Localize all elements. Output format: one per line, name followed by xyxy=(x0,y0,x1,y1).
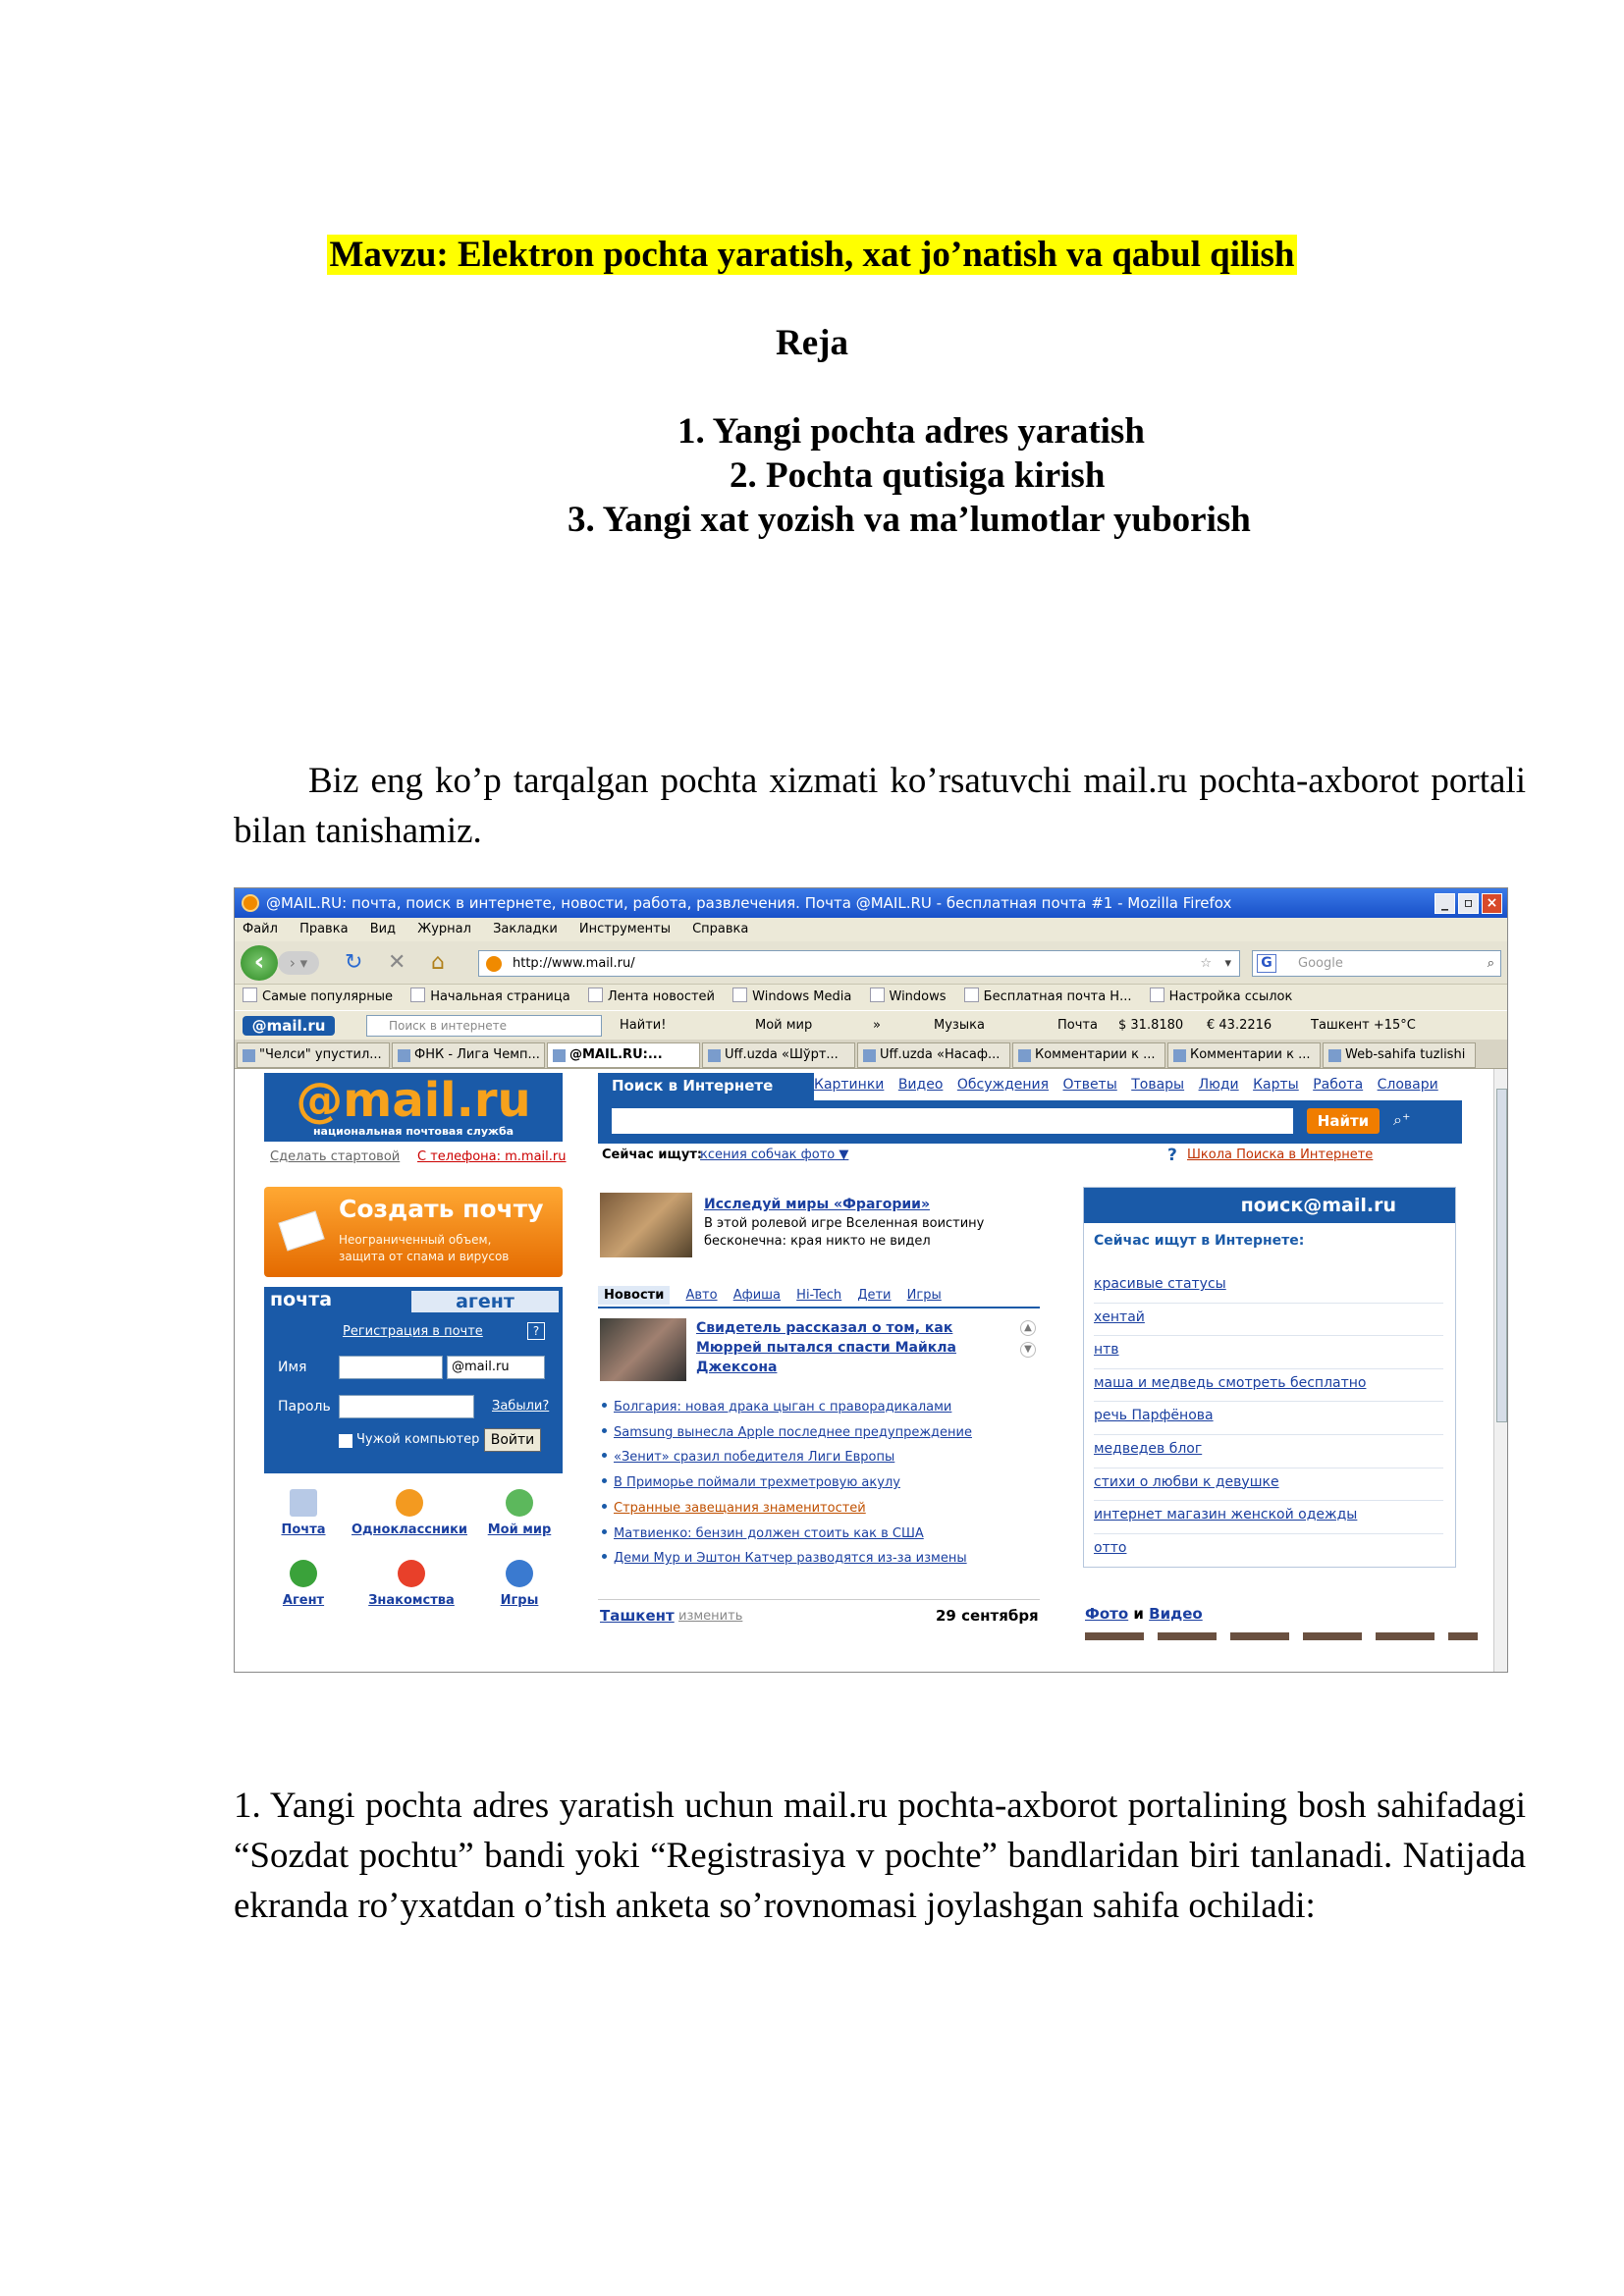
stop-icon[interactable]: ✕ xyxy=(388,950,406,975)
agent-icon xyxy=(290,1560,317,1587)
toolbar-search-input[interactable]: Поиск в интернете xyxy=(366,1015,602,1037)
games-icon xyxy=(506,1560,533,1587)
password-label: Пароль xyxy=(278,1399,331,1415)
menu-edit[interactable]: Правка xyxy=(299,922,349,936)
google-icon: G xyxy=(1257,954,1276,973)
now-searching-label: Сейчас ищут: xyxy=(602,1148,703,1162)
tab-kids[interactable]: Дети xyxy=(857,1288,892,1303)
search-school-link[interactable]: Школа Поиска в Интернете xyxy=(1187,1148,1374,1162)
plan-item-3: 3. Yangi xat yozish va ma’lumotlar yuborish xyxy=(568,500,1251,540)
forgot-password-link[interactable]: Забыли? xyxy=(492,1399,550,1414)
promo-text-1: В этой ролевой игре Вселенная воистину xyxy=(704,1216,985,1231)
domain-select[interactable]: @mail.ru xyxy=(447,1356,545,1379)
search-category[interactable]: Работа xyxy=(1313,1077,1364,1093)
toolbar-mail[interactable]: Почта xyxy=(1057,1018,1098,1033)
tab-item[interactable]: "Челси" упустил... xyxy=(237,1042,390,1068)
create-mail-subtitle: Неограниченный объем, защита от спама и вирусов xyxy=(339,1233,510,1263)
news-tabs xyxy=(598,1285,1040,1308)
firefox-icon xyxy=(242,894,259,912)
news-item[interactable]: Болгария: новая драка цыган с праворадикалами xyxy=(602,1395,1044,1420)
register-link[interactable]: Регистрация в почте xyxy=(343,1324,483,1339)
toolbar-music[interactable]: Музыка xyxy=(934,1018,985,1033)
bookmark-item[interactable]: Лента новостей xyxy=(588,989,715,1004)
news-up-icon[interactable]: ▲ xyxy=(1020,1320,1036,1336)
photo-video-and: и xyxy=(1133,1605,1144,1623)
change-city-link[interactable]: изменить xyxy=(678,1609,743,1624)
promo-title[interactable]: Исследуй миры «Фрагории» xyxy=(704,1197,931,1212)
news-list xyxy=(602,1395,1044,1572)
menu-bar xyxy=(235,918,1508,941)
bookmark-item[interactable]: Windows Media xyxy=(732,989,851,1004)
help-icon[interactable]: ? xyxy=(527,1322,545,1340)
window-titlebar xyxy=(235,888,1508,918)
site-favicon xyxy=(486,956,502,972)
page-content xyxy=(235,1069,1493,1673)
url-text: http://www.mail.ru/ xyxy=(513,956,635,971)
video-link[interactable]: Видео xyxy=(1149,1605,1203,1623)
minimize-icon[interactable]: _ xyxy=(1435,893,1455,914)
odnoklassniki-icon xyxy=(396,1489,423,1517)
back-button[interactable]: ‹ xyxy=(241,945,278,981)
logo-subtitle: национальная почтовая служба xyxy=(312,1125,514,1138)
document-title: Mavzu: Elektron pochta yaratish, xat jo’natish va qabul qilish xyxy=(329,235,1295,275)
tab-mail[interactable]: почта xyxy=(270,1289,333,1310)
city-link[interactable]: Ташкент xyxy=(600,1607,675,1625)
service-mail[interactable]: Почта xyxy=(264,1489,343,1537)
trending-item[interactable]: речь Парфёнова xyxy=(1094,1402,1443,1435)
search-title: Поиск в Интернете xyxy=(612,1073,818,1100)
search-category[interactable]: Товары xyxy=(1131,1077,1185,1093)
service-games[interactable]: Игры xyxy=(480,1560,559,1608)
home-icon[interactable]: ⌂ xyxy=(431,950,445,975)
mailru-screenshot xyxy=(234,887,1508,1673)
menu-bookmarks[interactable]: Закладки xyxy=(493,922,558,936)
toolbar-more[interactable]: » xyxy=(873,1018,881,1033)
menu-tools[interactable]: Инструменты xyxy=(578,922,671,936)
intro-paragraph: Biz eng ko’p tarqalgan pochta xizmati ko’rsatuvchi mail.ru pochta-axborot portali bilan tanishamiz. xyxy=(234,761,1526,851)
plan-item-2: 2. Pochta qutisiga kirish xyxy=(730,455,1106,496)
search-category[interactable]: Словари xyxy=(1377,1077,1438,1093)
poisk-logo[interactable]: поиск@mail.ru xyxy=(1084,1188,1455,1223)
news-item[interactable]: «Зенит» сразил победителя Лиги Европы xyxy=(602,1445,1044,1470)
trending-item[interactable]: медведев блог xyxy=(1094,1435,1443,1468)
trending-item[interactable]: отто xyxy=(1094,1539,1127,1556)
login-box xyxy=(264,1287,563,1473)
url-input[interactable] xyxy=(478,950,1240,977)
tab-item[interactable]: Uff.uzda «Насаф... xyxy=(857,1042,1010,1068)
toolbar-eur-rate: € 43.2216 xyxy=(1207,1018,1272,1033)
reload-icon[interactable]: ↻ xyxy=(345,950,363,975)
bookmark-item[interactable]: Windows xyxy=(870,989,947,1004)
site-search-input[interactable] xyxy=(612,1108,1293,1134)
now-searching-link[interactable]: ксения собчак фото ▼ xyxy=(700,1148,849,1162)
trending-list xyxy=(1094,1270,1443,1567)
tab-active[interactable]: @MAIL.RU:... xyxy=(547,1042,700,1068)
trending-search-box xyxy=(1083,1187,1456,1568)
foreign-pc-checkbox[interactable] xyxy=(339,1434,352,1448)
service-dating[interactable]: Знакомства xyxy=(362,1560,460,1608)
tab-bar xyxy=(235,1040,1508,1069)
news-item[interactable]: Samsung вынесла Apple последнее предупреждение xyxy=(602,1420,1044,1446)
tab-afisha[interactable]: Афиша xyxy=(732,1288,782,1303)
plan-item-1: 1. Yangi pochta adres yaratish xyxy=(677,411,1145,452)
mobile-link[interactable]: С телефона: m.mail.ru xyxy=(417,1149,567,1164)
name-label: Имя xyxy=(278,1360,307,1375)
bookmark-item[interactable]: Бесплатная почта Н... xyxy=(964,989,1132,1004)
mailru-logo[interactable] xyxy=(264,1073,563,1142)
search-category[interactable]: Видео xyxy=(897,1077,944,1093)
trending-item[interactable]: красивые статусы xyxy=(1094,1270,1443,1304)
toolbar-my-world[interactable]: Мой мир xyxy=(755,1018,813,1033)
photo-thumbnails[interactable] xyxy=(1085,1632,1478,1640)
trending-item[interactable]: нтв xyxy=(1094,1336,1443,1369)
photo-link[interactable]: Фото xyxy=(1085,1605,1129,1623)
trending-item[interactable]: стихи о любви к девушке xyxy=(1094,1468,1443,1502)
menu-view[interactable]: Вид xyxy=(369,922,397,936)
bookmark-star-icon[interactable]: ☆ xyxy=(1200,956,1212,971)
question-icon: ? xyxy=(1167,1146,1177,1165)
news-down-icon[interactable]: ▼ xyxy=(1020,1342,1036,1358)
navigation-bar xyxy=(235,941,1508,985)
news-item[interactable]: Деми Мур и Эштон Катчер разводятся из-за измены xyxy=(602,1546,1044,1572)
tab-item[interactable]: Web-sahifa tuzlishi xyxy=(1323,1042,1476,1068)
scrollbar-thumb[interactable] xyxy=(1496,1089,1507,1422)
search-categories xyxy=(814,1073,1462,1100)
heart-icon xyxy=(398,1560,425,1587)
tab-games[interactable]: Игры xyxy=(906,1288,942,1303)
news-item[interactable]: В Приморье поймали трехметровую акулу xyxy=(602,1470,1044,1496)
site-search-button[interactable]: Найти xyxy=(1307,1108,1380,1134)
bookmark-item[interactable]: Самые популярные xyxy=(243,989,393,1004)
search-panel xyxy=(598,1073,1462,1144)
create-mail-title: Создать почту xyxy=(339,1195,544,1223)
service-my-world[interactable]: Мой мир xyxy=(480,1489,559,1537)
bookmark-item[interactable]: Настройка ссылок xyxy=(1150,989,1293,1004)
search-options-icon[interactable]: ⌕⁺ xyxy=(1393,1110,1411,1129)
search-placeholder: Google xyxy=(1298,956,1343,971)
service-agent[interactable]: Агент xyxy=(264,1560,343,1608)
maximize-icon[interactable]: ▫ xyxy=(1458,893,1479,914)
web-search-input[interactable] xyxy=(1252,950,1501,977)
foreign-pc-label: Чужой компьютер xyxy=(356,1432,480,1447)
news-item[interactable]: Матвиенко: бензин должен стоить как в США xyxy=(602,1522,1044,1547)
news-item[interactable]: Странные завещания знаменитостей xyxy=(602,1496,1044,1522)
trending-item[interactable]: интернет магазин женской одежды xyxy=(1094,1501,1443,1534)
trending-item[interactable]: маша и медведь смотреть бесплатно xyxy=(1094,1369,1443,1403)
search-category[interactable]: Обсуждения xyxy=(956,1077,1050,1093)
make-start-link[interactable]: Сделать стартовой xyxy=(270,1149,401,1164)
search-category[interactable]: Ответы xyxy=(1062,1077,1117,1093)
tab-item[interactable]: Uff.uzda «Шўрт... xyxy=(702,1042,855,1068)
trending-heading: Сейчас ищут в Интернете: xyxy=(1094,1233,1305,1249)
forward-button[interactable]: › ▾ xyxy=(278,951,319,975)
plan-heading: Reja xyxy=(776,323,848,363)
tab-item[interactable]: Комментарии к ... xyxy=(1167,1042,1321,1068)
mailru-toolbar-logo[interactable]: @mail.ru xyxy=(243,1016,335,1036)
top-news-image[interactable] xyxy=(600,1318,686,1381)
bookmark-item[interactable]: Начальная страница xyxy=(410,989,569,1004)
trending-item[interactable]: хентай xyxy=(1094,1304,1443,1337)
promo-text-2: бесконечна: края никто не видел xyxy=(704,1234,931,1249)
search-category[interactable]: Люди xyxy=(1198,1077,1239,1093)
tab-item[interactable]: Комментарии к ... xyxy=(1012,1042,1165,1068)
tab-item[interactable]: ФНК - Лига Чемп... xyxy=(392,1042,545,1068)
bookmarks-bar xyxy=(235,985,1508,1010)
tab-agent[interactable]: агент xyxy=(411,1291,559,1312)
top-news-headline[interactable]: Свидетель рассказал о том, как Мюррей пытался спасти Майкла Джексона xyxy=(696,1320,956,1375)
url-dropdown-icon[interactable]: ▾ xyxy=(1224,956,1231,971)
menu-history[interactable]: Журнал xyxy=(417,922,471,936)
tab-auto[interactable]: Авто xyxy=(685,1288,718,1303)
toolbar-usd-rate: $ 31.8180 xyxy=(1118,1018,1184,1033)
search-category[interactable]: Карты xyxy=(1253,1077,1299,1093)
current-date: 29 сентября xyxy=(936,1607,1039,1625)
service-odnoklassniki[interactable]: Одноклассники xyxy=(351,1489,468,1537)
promo-image[interactable] xyxy=(600,1193,692,1257)
magnifier-icon[interactable]: ⌕ xyxy=(1487,956,1494,971)
my-world-icon xyxy=(506,1489,533,1517)
menu-help[interactable]: Справка xyxy=(692,922,749,936)
password-input[interactable] xyxy=(339,1395,474,1418)
window-title: @MAIL.RU: почта, поиск в интернете, новости, работа, развлечения. Почта @MAIL.RU - бесплатная почта #1 - Mozilla Firefox xyxy=(266,894,1232,912)
close-icon[interactable]: × xyxy=(1482,893,1502,914)
create-mail-button[interactable] xyxy=(264,1187,563,1277)
toolbar-find-button[interactable]: Найти! xyxy=(620,1018,667,1033)
login-button[interactable]: Войти xyxy=(484,1428,541,1452)
menu-file[interactable]: Файл xyxy=(243,922,278,936)
tab-hitech[interactable]: Hi-Tech xyxy=(796,1288,842,1303)
search-category[interactable]: Картинки xyxy=(814,1077,885,1093)
envelope-icon xyxy=(278,1211,324,1252)
step-paragraph: 1. Yangi pochta adres yaratish uchun mail.ru pochta-axborot portalining bosh sahifadagi “Sozdat pochtu” bandi yoki “Registrasiya v pochte” bandlaridan biri tanlanadi. Natijada ekranda ro’yxatdan o’tish anketa so’rovnomasi joylashgan sahifa ochiladi: xyxy=(234,1786,1526,1926)
username-input[interactable] xyxy=(339,1356,443,1379)
logo-text: @mail.ru xyxy=(296,1073,531,1128)
tab-news[interactable]: Новости xyxy=(598,1286,670,1305)
photo-video-heading xyxy=(1085,1605,1203,1623)
mailru-toolbar xyxy=(235,1010,1508,1040)
page-scrollbar[interactable] xyxy=(1493,1069,1508,1673)
toolbar-weather: Ташкент +15°C xyxy=(1311,1018,1416,1033)
mail-icon xyxy=(290,1489,317,1517)
news-divider xyxy=(598,1599,1040,1600)
